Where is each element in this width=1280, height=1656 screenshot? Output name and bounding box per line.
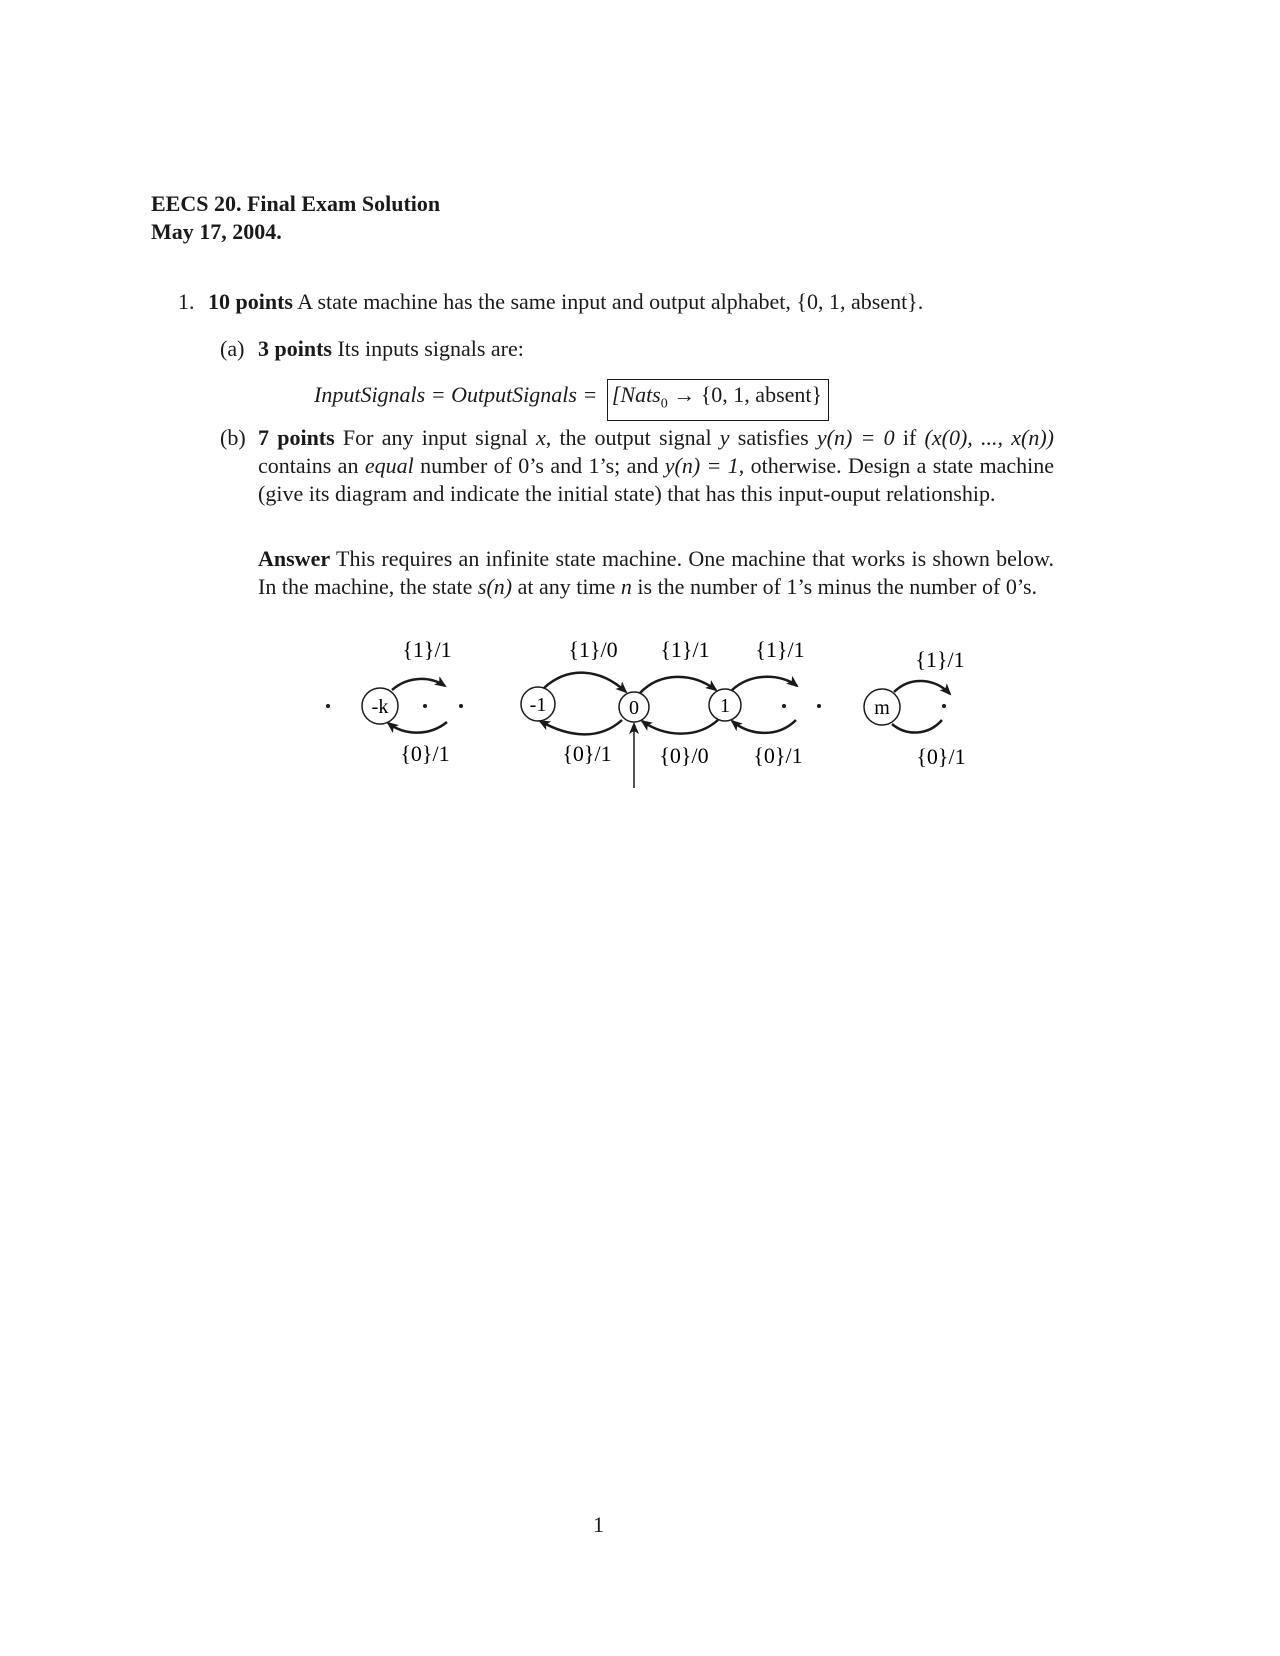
state-label: -1 — [529, 694, 547, 716]
boxed-answer — [607, 379, 829, 421]
part-b-text-3: satisfies — [729, 425, 817, 450]
answer-text-1: This requires an infinite state machine. One machine that works is shown below. In the machine, the state — [258, 546, 1054, 599]
state-minus-1 — [521, 687, 555, 721]
part-a-label: (a) — [220, 336, 245, 361]
bottom-label-0: {0}/0 — [659, 743, 709, 768]
transition-m-down — [892, 720, 942, 733]
bottom-label-m: {0}/1 — [916, 744, 966, 769]
transition-1-to-0 — [642, 720, 718, 734]
state-label: m — [874, 697, 890, 719]
state-label: 0 — [629, 697, 639, 719]
transition-1-down — [732, 720, 796, 733]
part-a — [220, 335, 524, 363]
part-a-text: Its inputs signals are: — [331, 336, 524, 361]
var-y: y — [719, 425, 730, 450]
question-number: 1. — [178, 289, 195, 314]
answer-label: Answer — [258, 546, 331, 571]
part-b-text-6: number of 0’s and 1’s; and — [413, 453, 665, 478]
dot — [817, 704, 821, 708]
part-b-text-1: For any input signal — [334, 425, 536, 450]
boxed-subscript: 0 — [660, 396, 668, 412]
var-x: x — [535, 425, 546, 450]
part-b-points: 7 points — [258, 425, 335, 450]
transition-k-down — [388, 722, 447, 733]
state-minus-k — [362, 688, 398, 724]
question-1 — [178, 288, 923, 316]
alphabet-set: {0, 1, absent}. — [796, 289, 924, 314]
transition-0-to-1 — [640, 677, 716, 693]
part-b-text-4: if — [894, 425, 925, 450]
state-m — [864, 689, 900, 725]
part-b-text-2: , the output signal — [545, 425, 720, 450]
exam-date: May 17, 2004. — [151, 219, 282, 244]
transition-m-up — [894, 681, 950, 694]
dot — [459, 704, 463, 708]
top-label-m: {1}/1 — [915, 647, 965, 672]
emph-equal: equal — [364, 453, 414, 478]
state-label: -k — [371, 696, 389, 718]
answer — [258, 545, 1054, 601]
bottom-label-1: {0}/1 — [753, 743, 803, 768]
dot — [423, 704, 427, 708]
bottom-label-k: {0}/1 — [400, 741, 450, 766]
signals-equation — [314, 379, 829, 421]
part-b — [220, 424, 1054, 508]
state-label: 1 — [720, 695, 730, 717]
transition-k-up — [392, 679, 445, 690]
bottom-label-m1: {0}/1 — [562, 741, 612, 766]
expr-sequence: (x(0), ..., x(n)) — [924, 425, 1054, 450]
state-1 — [709, 689, 741, 721]
transition-1-up — [732, 677, 797, 690]
part-b-label: (b) — [220, 425, 246, 450]
state-0 — [619, 692, 649, 722]
part-a-points: 3 points — [258, 336, 332, 361]
part-b-text-7: , otherwise. Design a state machine (give its diagram and indicate the initial state) that has this input-ouput relationship. — [258, 453, 1054, 506]
part-b-text-5: contains an — [258, 453, 365, 478]
dot — [782, 704, 786, 708]
expr-y-zero: y(n) = 0 — [816, 425, 895, 450]
dot — [942, 704, 946, 708]
expr-n: n — [620, 574, 632, 599]
answer-text-3: is the number of 1’s minus the number of 0’s. — [631, 574, 1038, 599]
equation-lhs: InputSignals = OutputSignals = — [314, 382, 598, 407]
top-label-0: {1}/1 — [660, 637, 710, 662]
question-points: 10 points — [208, 289, 293, 314]
boxed-codomain: → {0, 1, absent} — [667, 382, 823, 407]
transition-m1-to-0 — [544, 673, 626, 692]
top-label-m1: {1}/0 — [568, 637, 618, 662]
expr-y-one: y(n) = 1 — [664, 453, 739, 478]
top-label-1: {1}/1 — [755, 637, 805, 662]
document-header — [151, 190, 440, 246]
course-title: EECS 20. Final Exam Solution — [151, 191, 441, 216]
top-label-k: {1}/1 — [402, 637, 452, 662]
expr-state: s(n) — [477, 574, 513, 599]
question-text: A state machine has the same input and output alphabet, — [292, 289, 797, 314]
dot — [326, 704, 330, 708]
answer-paragraph — [258, 545, 1054, 601]
page-number: 1 — [593, 1512, 604, 1537]
transition-0-to-m1 — [540, 720, 622, 734]
boxed-nats: [Nats — [611, 382, 661, 407]
part-b-paragraph — [258, 424, 1054, 508]
state-diagram — [300, 628, 1020, 798]
answer-text-2: at any time — [512, 574, 621, 599]
